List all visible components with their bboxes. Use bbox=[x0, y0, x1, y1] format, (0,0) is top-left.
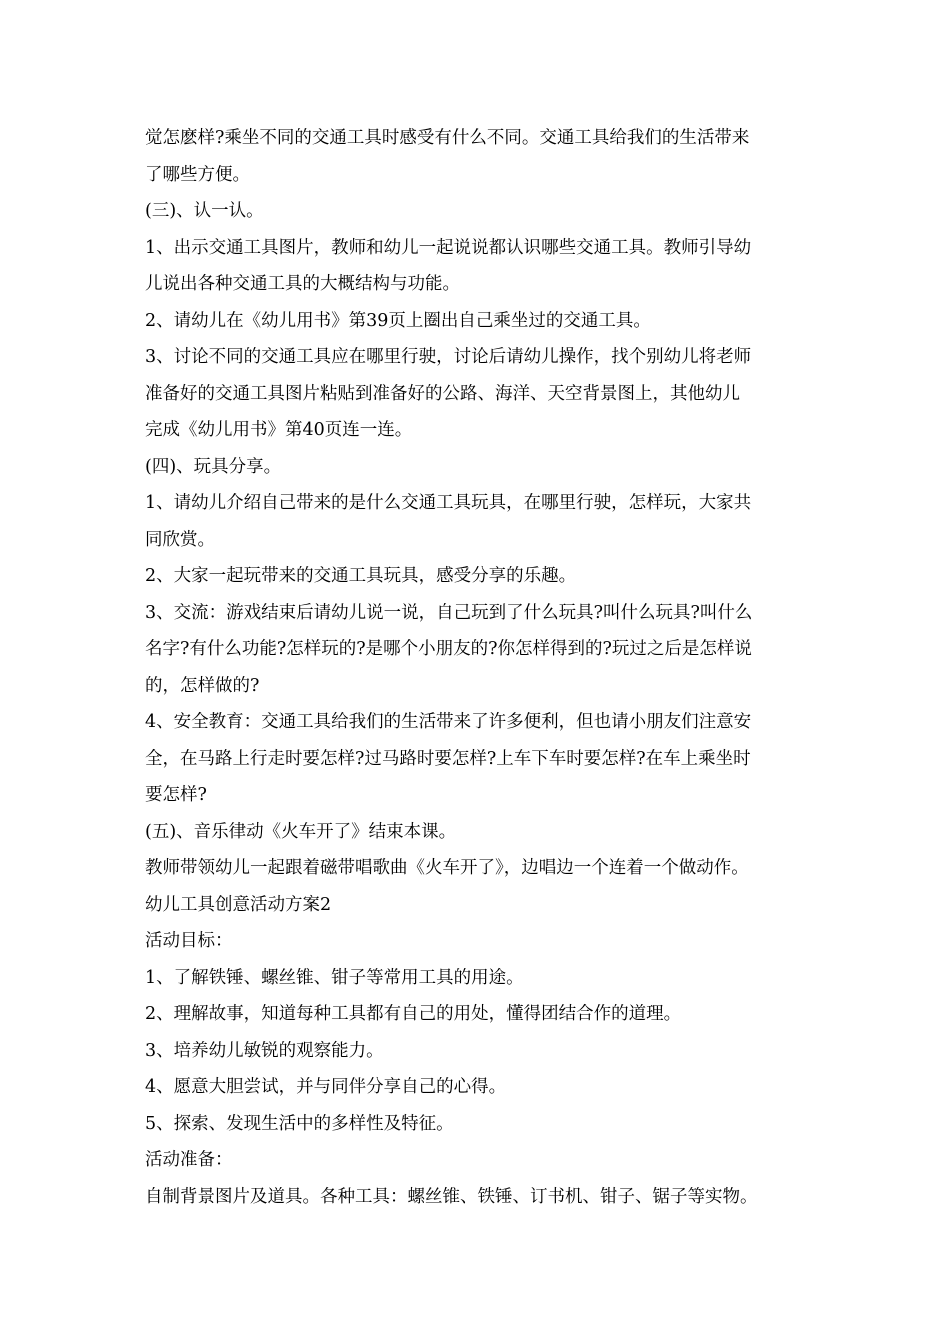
text-line: 准备好的交通工具图片粘贴到准备好的公路、海洋、天空背景图上，其他幼儿 bbox=[145, 383, 740, 404]
text-line: 觉怎麽样?乘坐不同的交通工具时感受有什么不同。交通工具给我们的生活带来 bbox=[145, 128, 750, 148]
document-title: 幼儿工具创意活动方案2 bbox=[145, 894, 332, 915]
text-line: 要怎样? bbox=[145, 785, 207, 805]
section-heading: (四)、玩具分享。 bbox=[145, 456, 282, 477]
section-heading: 活动目标： bbox=[145, 931, 233, 951]
list-item: 5、探索、发现生活中的多样性及特征。 bbox=[145, 1113, 454, 1134]
list-item: 2、理解故事，知道每种工具都有自己的用处，懂得团结合作的道理。 bbox=[145, 1004, 682, 1024]
text-line: 3、交流：游戏结束后请幼儿说一说，自己玩到了什么玩具?叫什么玩具?叫什么 bbox=[145, 602, 753, 623]
text-line: 1、请幼儿介绍自己带来的是什么交通工具玩具，在哪里行驶，怎样玩，大家共 bbox=[145, 493, 752, 513]
text-line: 了哪些方便。 bbox=[145, 164, 250, 185]
list-item: 4、愿意大胆尝试，并与同伴分享自己的心得。 bbox=[145, 1077, 507, 1097]
text-line: 完成《幼儿用书》第40页连一连。 bbox=[145, 420, 413, 440]
text-line: 1、出示交通工具图片，教师和幼儿一起说说都认识哪些交通工具。教师引导幼 bbox=[145, 237, 752, 258]
list-item: 1、了解铁锤、螺丝锥、钳子等常用工具的用途。 bbox=[145, 967, 524, 988]
text-line: 的，怎样做的? bbox=[145, 675, 260, 696]
text-line: 自制背景图片及道具。各种工具：螺丝锥、铁锤、订书机、钳子、锯子等实物。 bbox=[145, 1186, 758, 1207]
text-line: 4、安全教育：交通工具给我们的生活带来了许多便利，但也请小朋友们注意安 bbox=[145, 712, 752, 732]
section-heading: 活动准备： bbox=[145, 1150, 233, 1170]
text-line: 2、大家一起玩带来的交通工具玩具，感受分享的乐趣。 bbox=[145, 566, 577, 586]
text-line: 儿说出各种交通工具的大概结构与功能。 bbox=[145, 274, 460, 294]
list-item: 3、培养幼儿敏锐的观察能力。 bbox=[145, 1040, 384, 1061]
text-line: 同欣赏。 bbox=[145, 529, 215, 550]
text-line: 全，在马路上行走时要怎样?过马路时要怎样?上车下车时要怎样?在车上乘坐时 bbox=[145, 748, 751, 769]
text-line: 2、请幼儿在《幼儿用书》第39页上圈出自己乘坐过的交通工具。 bbox=[145, 310, 651, 331]
text-line: 名字?有什么功能?怎样玩的?是哪个小朋友的?你怎样得到的?玩过之后是怎样说 bbox=[145, 639, 752, 659]
document-body bbox=[145, 120, 825, 1215]
text-line: 3、讨论不同的交通工具应在哪里行驶，讨论后请幼儿操作，找个别幼儿将老师 bbox=[145, 347, 752, 367]
section-heading: (五)、音乐律动《火车开了》结束本课。 bbox=[145, 821, 457, 842]
section-heading: (三)、认一认。 bbox=[145, 201, 264, 221]
text-line: 教师带领幼儿一起跟着磁带唱歌曲《火车开了》，边唱边一个连着一个做动作。 bbox=[145, 858, 749, 878]
